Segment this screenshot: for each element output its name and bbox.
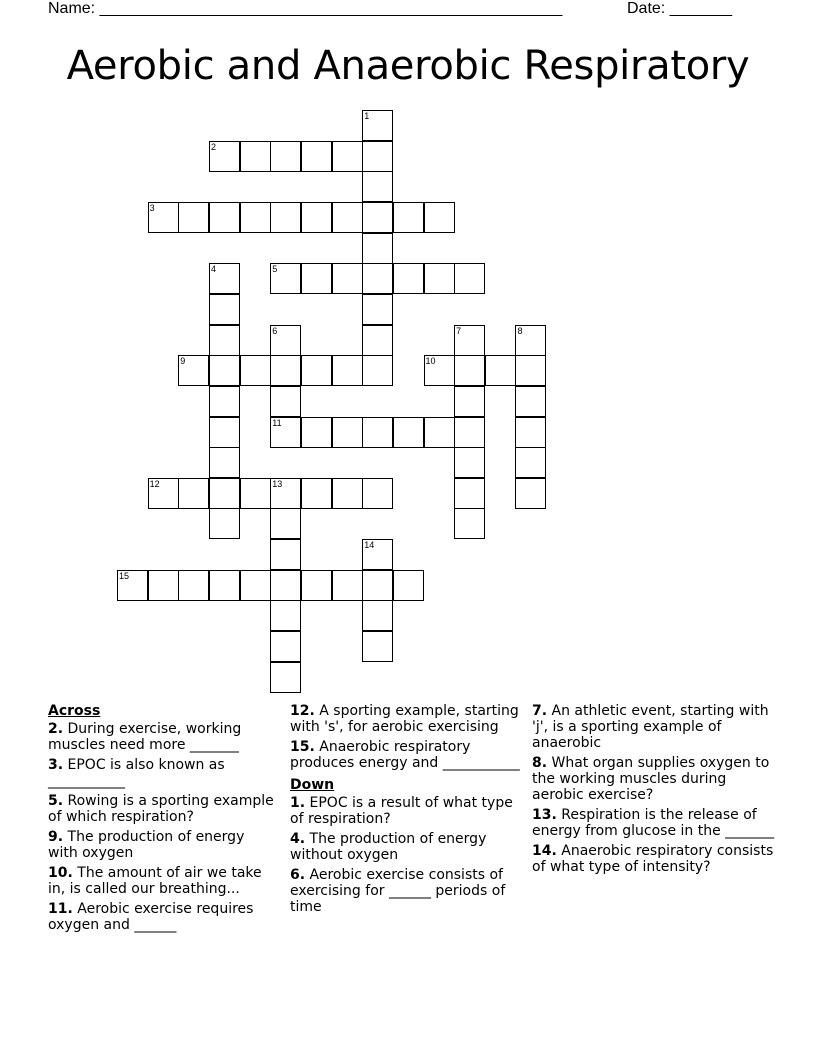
crossword-cell[interactable] [240, 141, 271, 172]
crossword-cell[interactable] [454, 447, 485, 478]
crossword-cell[interactable] [454, 386, 485, 417]
down-heading: Down [290, 777, 335, 793]
clue-down-6 [290, 867, 522, 915]
crossword-cell[interactable] [240, 478, 271, 509]
crossword-cell[interactable] [362, 417, 393, 448]
crossword-cell[interactable] [270, 325, 301, 356]
crossword-cell[interactable] [424, 355, 455, 386]
clue-down-14 [532, 843, 777, 875]
crossword-cell[interactable] [270, 202, 301, 233]
cell-number: 7 [456, 325, 462, 336]
name-field: Name: ____________________________________________________ [48, 0, 563, 17]
crossword-cell[interactable] [301, 202, 332, 233]
clue-number: 2. [48, 721, 64, 737]
crossword-cell[interactable] [148, 570, 179, 601]
crossword-cell[interactable] [515, 325, 546, 356]
crossword-cell[interactable] [332, 570, 363, 601]
crossword-cell[interactable] [424, 202, 455, 233]
clue-text: EPOC is a result of what type of respiration? [290, 795, 513, 827]
clue-number: 7. [532, 703, 548, 719]
clue-number: 10. [48, 865, 73, 881]
clue-text: The amount of air we take in, is called our breathing... [48, 865, 262, 897]
clue-across-12 [290, 703, 522, 735]
crossword-cell[interactable] [454, 478, 485, 509]
crossword-cell[interactable] [362, 110, 393, 141]
crossword-cell[interactable] [209, 202, 240, 233]
cell-number: 11 [272, 417, 282, 428]
crossword-cell[interactable] [270, 355, 301, 386]
clues-column-1 [48, 703, 278, 937]
crossword-cell[interactable] [362, 355, 393, 386]
cell-number: 12 [149, 478, 160, 489]
clues-column-2 [290, 703, 522, 919]
crossword-cell[interactable] [148, 478, 179, 509]
clue-text: Respiration is the release of energy from glucose in the _______ [532, 807, 775, 839]
crossword-cell[interactable] [393, 202, 424, 233]
clue-number: 14. [532, 843, 557, 859]
clue-text: Rowing is a sporting example of which respiration? [48, 793, 274, 825]
crossword-cell[interactable] [209, 294, 240, 325]
cell-number: 10 [425, 356, 436, 367]
crossword-cell[interactable] [178, 202, 209, 233]
crossword-cell[interactable] [332, 355, 363, 386]
crossword-cell[interactable] [362, 478, 393, 509]
crossword-cell[interactable] [301, 263, 332, 294]
crossword-cell[interactable] [209, 141, 240, 172]
clue-number: 15. [290, 739, 315, 755]
clue-number: 13. [532, 807, 557, 823]
crossword-cell[interactable] [454, 355, 485, 386]
crossword-cell[interactable] [209, 478, 240, 509]
cell-number: 15 [119, 570, 130, 581]
clue-number: 1. [290, 795, 306, 811]
crossword-cell[interactable] [454, 417, 485, 448]
cell-number: 1 [364, 111, 370, 121]
clue-across-5 [48, 793, 278, 825]
crossword-cell[interactable] [332, 202, 363, 233]
clue-number: 8. [532, 755, 548, 771]
crossword-cell[interactable] [301, 141, 332, 172]
crossword-cell[interactable] [240, 202, 271, 233]
crossword-cell[interactable] [515, 355, 546, 386]
cell-number: 4 [210, 264, 216, 275]
crossword-cell[interactable] [270, 570, 301, 601]
crossword-cell[interactable] [362, 600, 393, 631]
clue-text: Anaerobic respiratory consists of what type of intensity? [532, 843, 774, 875]
cell-number: 13 [272, 478, 283, 489]
crossword-cell[interactable] [515, 417, 546, 448]
cell-number: 14 [364, 540, 375, 551]
crossword-cell[interactable] [332, 417, 363, 448]
clue-across-9 [48, 829, 278, 861]
cell-number: 3 [149, 202, 155, 213]
crossword-cell[interactable] [240, 355, 271, 386]
crossword-cell[interactable] [332, 478, 363, 509]
crossword-cell[interactable] [454, 508, 485, 539]
crossword-cell[interactable] [454, 263, 485, 294]
crossword-cell[interactable] [209, 447, 240, 478]
crossword-cell[interactable] [270, 600, 301, 631]
crossword-cell[interactable] [270, 631, 301, 662]
crossword-cell[interactable] [515, 478, 546, 509]
crossword-cell[interactable] [362, 171, 393, 202]
clue-number: 4. [290, 831, 306, 847]
clue-text: EPOC is also known as ___________ [48, 757, 225, 789]
cell-number: 8 [517, 325, 523, 336]
crossword-cell[interactable] [362, 202, 393, 233]
clue-number: 9. [48, 829, 64, 845]
clue-across-11 [48, 901, 278, 933]
clue-text: A sporting example, starting with 's', for aerobic exercising [290, 703, 519, 735]
crossword-cell[interactable] [209, 508, 240, 539]
clue-across-15 [290, 739, 522, 771]
clue-text: During exercise, working muscles need more _______ [48, 721, 242, 753]
cell-number: 5 [272, 264, 278, 275]
crossword-cell[interactable] [332, 141, 363, 172]
clue-across-10 [48, 865, 278, 897]
crossword-cell[interactable] [485, 355, 516, 386]
crossword-cell[interactable] [362, 294, 393, 325]
crossword-cell[interactable] [209, 570, 240, 601]
crossword-cell[interactable] [270, 417, 301, 448]
clues-column-3 [532, 703, 777, 879]
clue-across-2 [48, 721, 278, 753]
clue-number: 6. [290, 867, 306, 883]
crossword-cell[interactable] [362, 141, 393, 172]
crossword-cell[interactable] [332, 263, 363, 294]
crossword-cell[interactable] [362, 539, 393, 570]
crossword-cell[interactable] [362, 325, 393, 356]
clue-text: The production of energy with oxygen [48, 829, 245, 861]
clue-text: Aerobic exercise requires oxygen and ______ [48, 901, 254, 933]
crossword-cell[interactable] [301, 355, 332, 386]
clue-down-1 [290, 795, 522, 827]
clue-text: The production of energy without oxygen [290, 831, 487, 863]
clue-down-13 [532, 807, 777, 839]
crossword-cell[interactable] [454, 325, 485, 356]
crossword-cell[interactable] [515, 447, 546, 478]
crossword-cell[interactable] [270, 478, 301, 509]
cell-number: 6 [272, 325, 278, 336]
crossword-cell[interactable] [393, 570, 424, 601]
crossword-cell[interactable] [393, 417, 424, 448]
crossword-cell[interactable] [515, 386, 546, 417]
crossword-cell[interactable] [424, 263, 455, 294]
crossword-cell[interactable] [270, 386, 301, 417]
crossword-cell[interactable] [393, 263, 424, 294]
clue-number: 11. [48, 901, 73, 917]
across-heading: Across [48, 703, 101, 719]
crossword-cell[interactable] [117, 570, 148, 601]
clue-text: Anaerobic respiratory produces energy and ___________ [290, 739, 520, 771]
crossword-cell[interactable] [270, 263, 301, 294]
clue-down-8 [532, 755, 777, 803]
crossword-cell[interactable] [209, 417, 240, 448]
crossword-cell[interactable] [209, 263, 240, 294]
clue-down-7 [532, 703, 777, 751]
crossword-cell[interactable] [178, 570, 209, 601]
crossword-cell[interactable] [148, 202, 179, 233]
crossword-cell[interactable] [209, 355, 240, 386]
crossword-cell[interactable] [178, 478, 209, 509]
clue-number: 3. [48, 757, 64, 773]
clue-down-4 [290, 831, 522, 863]
crossword-cell[interactable] [209, 325, 240, 356]
crossword-cell[interactable] [209, 386, 240, 417]
crossword-cell[interactable] [362, 570, 393, 601]
cell-number: 2 [210, 141, 216, 152]
clue-number: 5. [48, 793, 64, 809]
clue-text: What organ supplies oxygen to the working muscles during aerobic exercise? [532, 755, 770, 803]
clue-text: An athletic event, starting with 'j', is a sporting example of anaerobic [532, 703, 769, 751]
clue-across-3 [48, 757, 278, 789]
crossword-cell[interactable] [270, 662, 301, 693]
crossword-cell[interactable] [301, 478, 332, 509]
crossword-cell[interactable] [270, 508, 301, 539]
clue-text: Aerobic exercise consists of exercising for ______ periods of time [290, 867, 506, 915]
page-title: Aerobic and Anaerobic Respiratory [66, 43, 750, 89]
date-field: Date: _______ [627, 0, 732, 17]
crossword-cell[interactable] [240, 570, 271, 601]
crossword-cell[interactable] [270, 141, 301, 172]
crossword-cell[interactable] [362, 233, 393, 264]
cell-number: 9 [180, 356, 186, 367]
clue-number: 12. [290, 703, 315, 719]
crossword-cell[interactable] [362, 263, 393, 294]
crossword-cell[interactable] [301, 570, 332, 601]
crossword-cell[interactable] [301, 417, 332, 448]
crossword-cell[interactable] [270, 539, 301, 570]
crossword-cell[interactable] [362, 631, 393, 662]
crossword-cell[interactable] [424, 417, 455, 448]
crossword-cell[interactable] [178, 355, 209, 386]
